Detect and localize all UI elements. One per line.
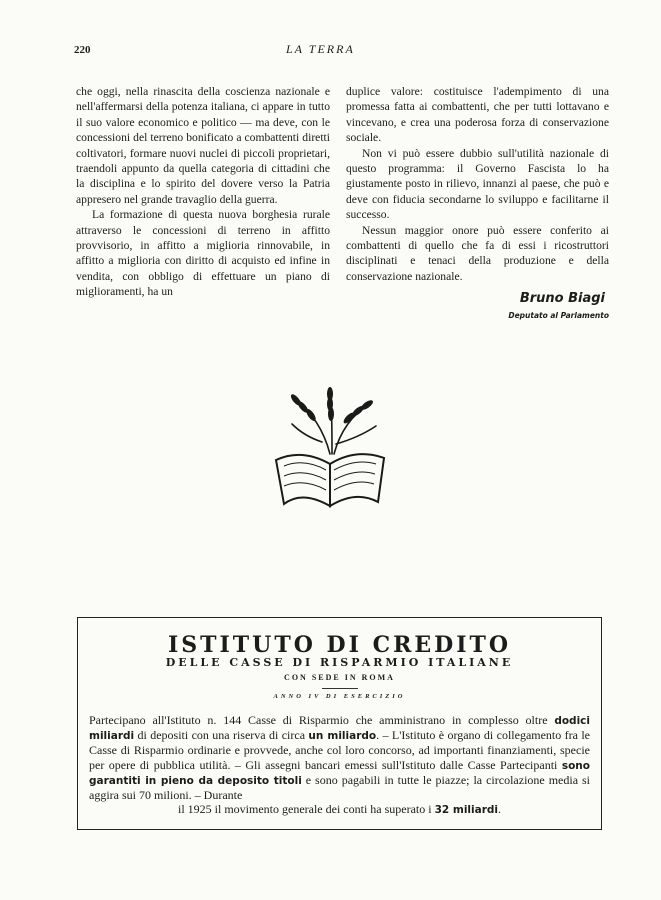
author-role: Deputato al Parlamento — [508, 310, 609, 320]
ad-divider — [322, 688, 358, 689]
article-left-column — [76, 84, 330, 300]
article-paragraph: che oggi, nella rinascita della coscienza nazionale e nell'affermarsi della potenza italiana, ci appare in tutto il suo valore economico e politico — ma deve, con le concessioni del terreno bonificato a combattenti diretti coltivatori, formare nuovi nuclei di piccoli proprietari, traendoli appunto da quella categoria di cittadini che la disciplina e lo spirito del dovere verso la Patria appresero nel grande travaglio della guerra. — [76, 85, 330, 206]
ad-last-line: il 1925 il movimento generale dei conti ha superato i 32 miliardi. — [178, 802, 501, 817]
author-signature: Bruno Biagi — [519, 291, 605, 307]
article-paragraph: Non vi può essere dubbio sull'utilità nazionale di questo programma: il Governo Fascista lo ha giustamente posto in rilievo, innanzi al paese, che può e deve con fiducia secondarne lo sviluppo e facilitarne il successo. — [346, 146, 609, 222]
running-title: LA TERRA — [286, 42, 355, 56]
ad-body — [89, 713, 590, 817]
ad-seat: CON SEDE IN ROMA — [284, 673, 395, 682]
article-right-column — [346, 84, 609, 323]
article-paragraph: La formazione di questa nuova borghesia rurale attraverso le concessioni di terreno in affitto provvisorio, in affitto a miglioria rinnovabile, in affitto a miglioria con diritto di acquisto ed infine in vendita, con obbligo di effettuare un piano di miglioramenti, ha un — [76, 208, 330, 299]
ad-subtitle: DELLE CASSE DI RISPARMIO ITALIANE — [165, 656, 514, 669]
article-paragraph: duplice valore: costituisce l'adempimento di una promessa fatta ai combattenti, che per tutti lottavano e vincevano, e crea una poderosa forza di conservazione sociale. — [346, 85, 609, 145]
advertisement-box — [77, 617, 602, 830]
ad-year: ANNO IV DI ESERCIZIO — [273, 693, 406, 700]
article-paragraph: Nessun maggior onore può essere conferito ai combattenti di quello che fa di essi i ricostruttori disciplinati e tenaci della produzione e della conservazione nazionale. — [346, 223, 609, 283]
ad-title: ISTITUTO DI CREDITO — [167, 632, 512, 658]
ad-paragraph: Partecipano all'Istituto n. 144 Casse di Risparmio che amministrano in complesso oltre dodici miliardi di depositi con una riserva di circa un miliardo. – L'Istituto è organo di collegamento fra le Casse di Risparmio ordinarie e provvede, anche col loro concorso, ad importanti finanziamenti, specie per opere di pubblica utilità. – Gli assegni bancari emessi sull'Istituto dalle Casse Partecipanti sono garantiti in pieno da deposito titoli e sono pagabili in tutte le piazze; la circolazione media si aggira sui 70 milioni. – Durante — [89, 713, 590, 803]
book-wheat-icon — [272, 386, 390, 510]
page-number: 220 — [74, 44, 91, 56]
